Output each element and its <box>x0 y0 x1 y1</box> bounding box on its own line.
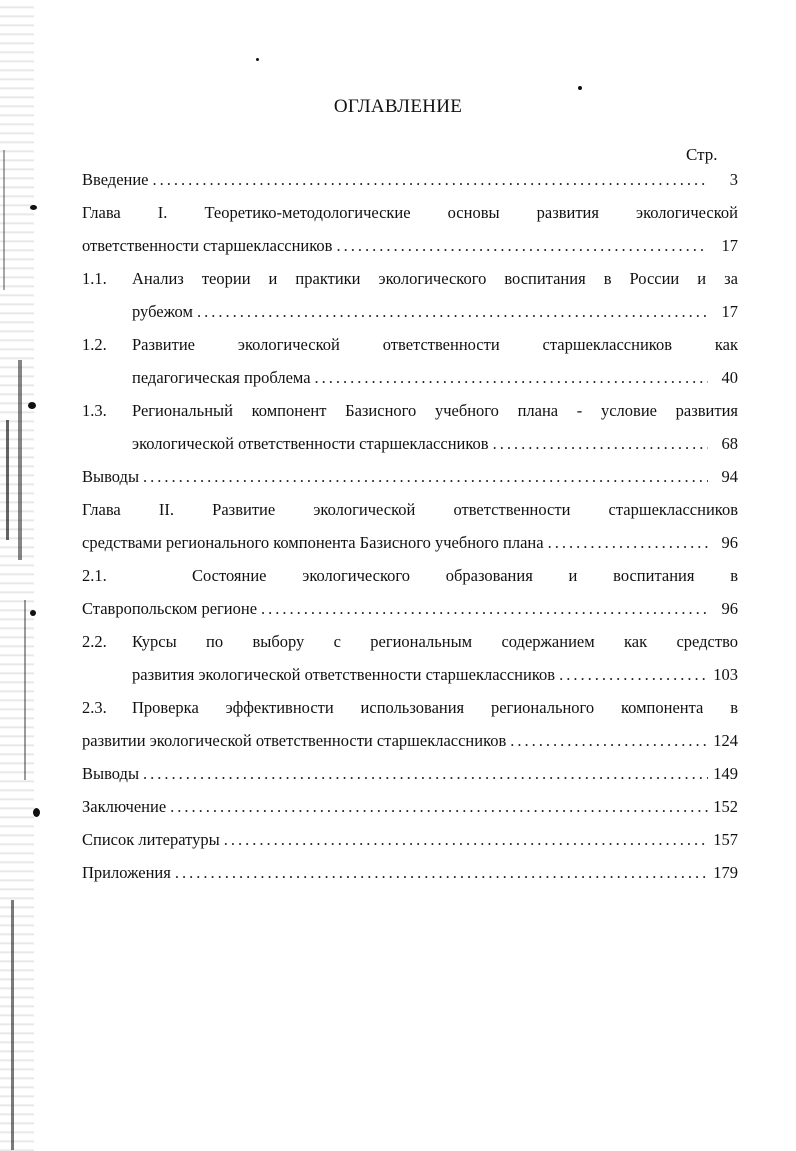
page-number: 17 <box>721 236 738 255</box>
toc-entry-section-2-1[interactable]: 2.1. Состояние экологического образования и воспитания в Ставропольском регионе ..... 96 <box>82 559 738 625</box>
scan-streak <box>3 150 5 290</box>
section-number: 2.2. <box>82 632 107 651</box>
scan-speck <box>33 808 40 817</box>
page-number: 40 <box>721 368 738 387</box>
page-number: 94 <box>721 467 738 486</box>
toc-entry-bibliography[interactable]: Список литературы ..... 157 <box>82 823 738 856</box>
scan-streak <box>6 420 9 540</box>
toc-entry-section-1-3[interactable]: 1.3. Региональный компонент Базисного учебного плана - условие развития экологической ответственности старшеклассников ..... 68 <box>82 394 738 460</box>
toc-entry-conclusions-1[interactable]: Выводы ..... 94 <box>82 460 738 493</box>
scan-streak <box>11 900 14 1150</box>
toc-entry-conclusion[interactable]: Заключение ..... 152 <box>82 790 738 823</box>
toc-entry-section-2-2[interactable]: 2.2. Курсы по выбору с региональным содержанием как средство развития экологической ответственности старшеклассников ..... 103 <box>82 625 738 691</box>
page-column-label: Стр. <box>686 145 718 164</box>
scan-speck <box>28 402 36 409</box>
section-number: 1.1. <box>82 269 107 288</box>
scan-speck <box>30 610 36 616</box>
scan-margin-artifact <box>0 0 34 1151</box>
toc-entry-section-1-1[interactable]: 1.1. Анализ теории и практики экологического воспитания в России и за рубежом ..... 17 <box>82 262 738 328</box>
section-number: 1.2. <box>82 335 107 354</box>
page-number: 96 <box>721 599 738 618</box>
page-title: ОГЛАВЛЕНИЕ <box>333 96 463 117</box>
scan-streak <box>18 360 22 560</box>
section-number: 2.3. <box>82 698 107 717</box>
page-number: 17 <box>721 302 738 321</box>
toc-entry-appendices[interactable]: Приложения ..... 179 <box>82 856 738 889</box>
page-number: 103 <box>713 665 738 684</box>
section-number: 1.3. <box>82 401 107 420</box>
scan-speck <box>30 205 37 210</box>
page-number: 124 <box>713 731 738 750</box>
table-of-contents <box>82 163 738 889</box>
page-number: 149 <box>713 764 738 783</box>
page-number: 179 <box>713 863 738 882</box>
toc-entry-introduction[interactable]: Введение ..... 3 <box>82 163 738 196</box>
page-number: 68 <box>721 434 738 453</box>
page-number: 152 <box>713 797 738 816</box>
page-number: 157 <box>713 830 738 849</box>
toc-entry-section-1-2[interactable]: 1.2. Развитие экологической ответственности старшеклассников как педагогическая проблема ..... 40 <box>82 328 738 394</box>
scan-speck <box>256 58 259 61</box>
toc-entry-chapter-2[interactable]: Глава II. Развитие экологической ответственности старшеклассников средствами регионального компонента Базисного учебного плана ..... 96 <box>82 493 738 559</box>
toc-entry-conclusions-2[interactable]: Выводы ..... 149 <box>82 757 738 790</box>
scan-speck <box>578 86 582 90</box>
section-number: 2.1. <box>82 566 107 585</box>
page-number: 96 <box>721 533 738 552</box>
toc-entry-section-2-3[interactable]: 2.3. Проверка эффективности использования регионального компонента в развитии экологической ответственности старшеклассников ..... 124 <box>82 691 738 757</box>
scan-streak <box>24 600 26 780</box>
page-number: 3 <box>729 170 738 189</box>
toc-entry-chapter-1[interactable]: Глава I. Теоретико-методологические основы развития экологической ответственности старшеклассников ..... 17 <box>82 196 738 262</box>
